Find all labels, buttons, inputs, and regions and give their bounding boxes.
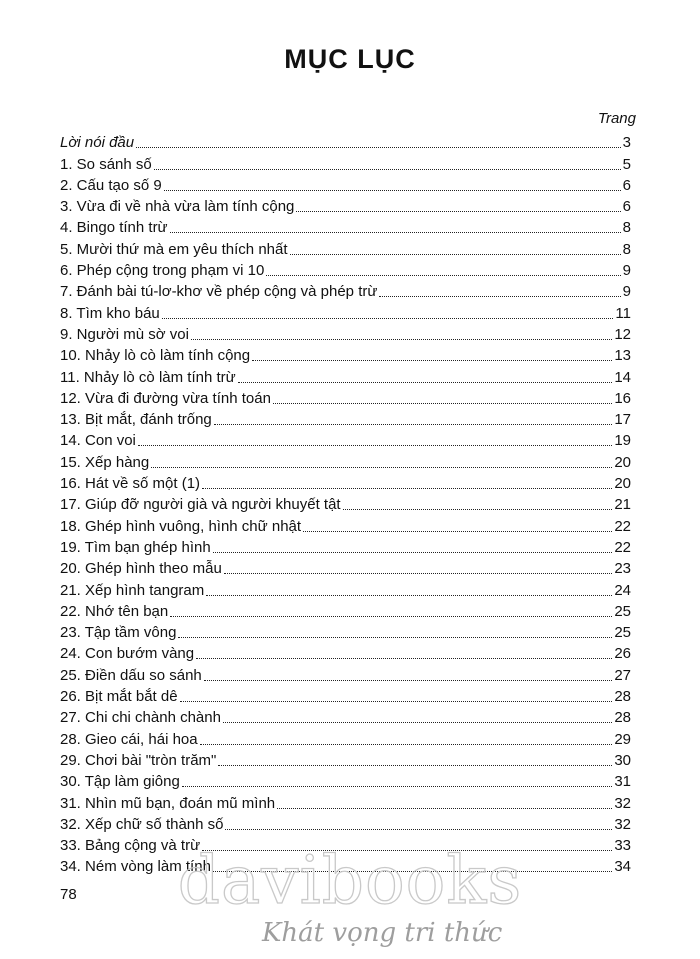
toc-entry-page: 29 — [614, 730, 631, 748]
toc-entry — [60, 130, 631, 151]
toc-entry-title: 32. Xếp chữ số thành số — [60, 815, 224, 833]
dot-leader — [225, 829, 612, 830]
toc-entry — [60, 343, 631, 364]
toc-entry — [60, 258, 631, 279]
toc-entry-page: 6 — [622, 198, 631, 216]
dot-leader — [213, 552, 613, 553]
toc-entry-page: 21 — [614, 496, 631, 514]
toc-entry-page: 8 — [622, 240, 631, 258]
toc-entry-page: 5 — [622, 155, 631, 173]
toc-entry-page: 24 — [614, 581, 631, 599]
dot-leader — [154, 169, 621, 170]
toc-entry-page: 32 — [614, 815, 631, 833]
toc-entry-title: 23. Tập tầm vông — [60, 624, 177, 642]
dot-leader — [252, 360, 612, 361]
toc-entry-title: 2. Cấu tạo số 9 — [60, 176, 162, 194]
toc-entry — [60, 705, 631, 726]
toc-entry-page: 30 — [614, 751, 631, 769]
toc-entry-title: 17. Giúp đỡ người già và người khuyết tật — [60, 496, 341, 514]
toc-entry-page: 25 — [614, 602, 631, 620]
toc-entry-page: 34 — [614, 858, 631, 876]
dot-leader — [343, 509, 613, 510]
toc-entry-page: 11 — [615, 304, 631, 322]
toc-entry-page: 8 — [622, 219, 631, 237]
dot-leader — [191, 339, 612, 340]
toc-entry-page: 9 — [622, 283, 631, 301]
toc-entry — [60, 173, 631, 194]
toc-entry-page: 20 — [614, 453, 631, 471]
toc-entry-page: 13 — [614, 347, 631, 365]
toc-entry-page: 23 — [614, 560, 631, 578]
toc-entry — [60, 535, 631, 556]
toc-entry-title: 34. Ném vòng làm tính — [60, 858, 211, 876]
toc-entry-page: 3 — [622, 134, 631, 152]
dot-leader — [196, 658, 612, 659]
toc-entry-page: 22 — [614, 517, 631, 535]
toc-entry-title: 27. Chi chi chành chành — [60, 709, 221, 727]
toc-entry — [60, 300, 631, 321]
toc-entry-title: 16. Hát về số một (1) — [60, 475, 201, 493]
toc-entry-title: 15. Xếp hàng — [60, 453, 150, 471]
toc-entry-page: 9 — [622, 262, 631, 280]
toc-entry-title: 1. So sánh số — [60, 155, 152, 173]
toc-entry-page: 26 — [614, 645, 631, 663]
dot-leader — [206, 595, 612, 596]
toc-entry — [60, 471, 631, 492]
toc-entry — [60, 748, 631, 769]
toc-entry — [60, 322, 631, 343]
toc-entry — [60, 790, 631, 811]
toc-entry-title: 31. Nhìn mũ bạn, đoán mũ mình — [60, 794, 276, 812]
toc-entry-page: 33 — [614, 837, 631, 855]
toc-entry-title: 5. Mười thứ mà em yêu thích nhất — [60, 240, 288, 258]
dot-leader — [204, 680, 613, 681]
toc-entry — [60, 386, 631, 407]
dot-leader — [200, 744, 613, 745]
toc-entry-title: Lời nói đầu — [60, 134, 135, 152]
dot-leader — [202, 488, 612, 489]
toc-entry-title: 9. Người mù sờ voi — [60, 325, 189, 343]
toc-entry-page: 22 — [614, 538, 631, 556]
toc-entry-page: 31 — [614, 773, 631, 791]
toc-entry-title: 12. Vừa đi đường vừa tính toán — [60, 389, 271, 407]
page-number: 78 — [60, 886, 77, 903]
toc-entry — [60, 449, 631, 470]
dot-leader — [164, 190, 621, 191]
toc-entry — [60, 407, 631, 428]
toc-entry — [60, 577, 631, 598]
toc-entry — [60, 641, 631, 662]
toc-entry-page: 25 — [614, 624, 631, 642]
toc-entry-title: 29. Chơi bài "tròn trăm" — [60, 751, 217, 769]
dot-leader — [296, 211, 620, 212]
dot-leader — [290, 254, 621, 255]
dot-leader — [224, 573, 613, 574]
toc-entry-page: 32 — [614, 794, 631, 812]
toc-entry-title: 8. Tìm kho báu — [60, 304, 160, 322]
dot-leader — [277, 808, 612, 809]
toc-entry-title: 20. Ghép hình theo mẫu — [60, 560, 222, 578]
toc-entry-page: 17 — [614, 411, 631, 429]
dot-leader — [182, 786, 613, 787]
toc-entry-title: 24. Con bướm vàng — [60, 645, 195, 663]
toc-entry — [60, 215, 631, 236]
toc-entry-title: 33. Bảng cộng và trừ — [60, 837, 201, 855]
toc-entry-title: 18. Ghép hình vuông, hình chữ nhật — [60, 517, 302, 535]
dot-leader — [170, 232, 621, 233]
toc-entry-title: 14. Con voi — [60, 432, 136, 450]
toc-entry-title: 11. Nhảy lò cò làm tính trừ — [60, 368, 236, 386]
toc-entry-title: 22. Nhớ tên bạn — [60, 602, 169, 620]
toc-entry — [60, 620, 631, 641]
page-title: MỤC LỤC — [284, 44, 416, 74]
toc-entry-title: 3. Vừa đi về nhà vừa làm tính cộng — [60, 198, 295, 216]
dot-leader — [136, 147, 621, 148]
toc-entry — [60, 194, 631, 215]
toc-entry-title: 21. Xếp hình tangram — [60, 581, 205, 599]
toc-entry — [60, 428, 631, 449]
toc-entry-title: 10. Nhảy lò cò làm tính cộng — [60, 347, 251, 365]
dot-leader — [273, 403, 612, 404]
watermark-brand: davibooks — [177, 842, 523, 919]
toc-entry — [60, 726, 631, 747]
dot-leader — [162, 318, 614, 319]
toc-entry — [60, 769, 631, 790]
toc-entry-page: 28 — [614, 688, 631, 706]
dot-leader — [151, 467, 612, 468]
toc-entry — [60, 684, 631, 705]
toc-entry — [60, 599, 631, 620]
toc-entry-title: 4. Bingo tính trừ — [60, 219, 168, 237]
toc-entry-title: 28. Gieo cái, hái hoa — [60, 730, 198, 748]
dot-leader — [266, 275, 620, 276]
toc-entry — [60, 279, 631, 300]
toc-entry-title: 30. Tập làm giông — [60, 773, 180, 791]
toc-entry-page: 19 — [614, 432, 631, 450]
toc-entry — [60, 151, 631, 172]
toc-entry-page: 12 — [614, 325, 631, 343]
toc-entry-title: 25. Điền dấu so sánh — [60, 666, 202, 684]
toc-entry-title: 6. Phép cộng trong phạm vi 10 — [60, 262, 265, 280]
toc-entry — [60, 492, 631, 513]
toc-entry — [60, 556, 631, 577]
toc-entry-title: 19. Tìm bạn ghép hình — [60, 538, 211, 556]
watermark-slogan: Khát vọng tri thức — [262, 918, 503, 948]
toc-entry-page: 28 — [614, 709, 631, 727]
toc-entry — [60, 513, 631, 534]
dot-leader — [218, 765, 612, 766]
dot-leader — [238, 382, 613, 383]
page-column-label: Trang — [597, 110, 636, 127]
toc-entry — [60, 364, 631, 385]
dot-leader — [379, 296, 620, 297]
dot-leader — [180, 701, 613, 702]
toc-entry-title: 26. Bịt mắt bắt dê — [60, 688, 178, 706]
toc-entry — [60, 812, 631, 833]
toc-entry-page: 27 — [614, 666, 631, 684]
dot-leader — [170, 616, 612, 617]
toc-entry-page: 20 — [614, 475, 631, 493]
dot-leader — [303, 531, 612, 532]
dot-leader — [214, 424, 613, 425]
toc-entry-title: 13. Bịt mắt, đánh trống — [60, 411, 212, 429]
table-of-contents — [60, 130, 631, 875]
toc-entry — [60, 236, 631, 257]
toc-entry-title: 7. Đánh bài tú-lơ-khơ về phép cộng và phép trừ — [60, 283, 378, 301]
toc-entry-page: 14 — [614, 368, 631, 386]
dot-leader — [138, 445, 612, 446]
dot-leader — [223, 722, 612, 723]
toc-entry-page: 6 — [622, 176, 631, 194]
dot-leader — [178, 637, 612, 638]
toc-entry-page: 16 — [614, 389, 631, 407]
toc-entry — [60, 662, 631, 683]
